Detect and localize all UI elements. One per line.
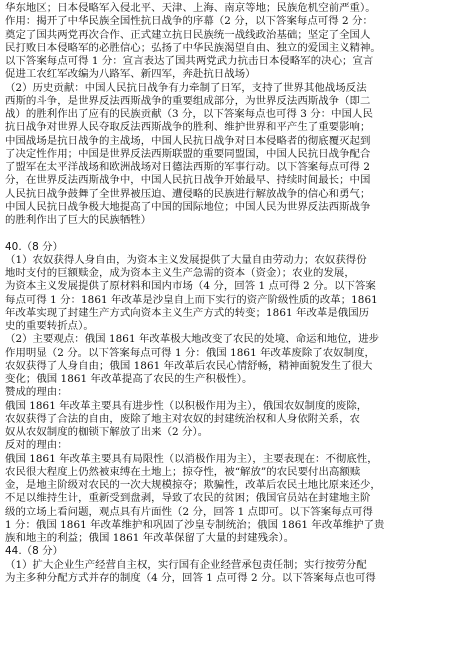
text-line: 奠定了国共两党再次合作、正式建立抗日民族统一战线政治基础；坚定了全国人 [5,28,371,41]
text-line: 俄国 1861 年改革主要具有进步性（以积极作用为主），俄国农奴制度的废除， [5,399,368,412]
text-line: 农奴获得了合法的自由，废除了地主对农奴的封建统治权和人身依附关系，农 [5,412,360,425]
text-line: 俄国 1861 年改革主要具有局限性（以消极作用为主），主要表现在：不彻底性， [5,452,378,465]
text-line: 促进工农红军改编为八路军、新四军，奔赴抗日战场） [5,68,256,81]
text-line: 史的重要转折点）。 [5,320,94,332]
text-line: 以下答案每点可得 1 分：宣言表达了国共两党武力抗击日本侵略军的决心；宣言 [5,55,374,67]
text-line: 级的立场上看问题，观点具有片面性（2 分，回答 1 点即可。以下答案每点可得 [5,505,373,518]
text-line: 民打败日本侵略军的必胜信心；弘扬了中华民族渴望自由、独立的爱国主义精神。 [5,41,381,54]
text-line: 作用明显（2 分。以下答案每点可得 1 分：俄国 1861 年改革废除了农奴制度， [5,346,375,359]
text-line: （2）历史贡献：中国人民抗日战争有力牵制了日军，支持了世界其他战场反法 [5,81,367,94]
text-line: 了决定性作用；中国是世界反法西斯联盟的重要同盟国，中国人民抗日战争配合 [5,147,371,160]
text-line: （1）农奴获得人身自由，为资本主义发展提供了大量自由劳动力；农奴获得份 [5,253,367,266]
question-heading: 44.（8 分） [5,545,64,558]
text-line: 农民很大程度上仍然被束缚在土地上；掠夺性，被“解放”的农民要付出高额赎 [5,465,361,478]
text-line: 为主多种分配方式并存的制度（4 分，回答 1 点可得 2 分。以下答案每点也可得 [5,571,376,584]
text-line: 不足以维持生计，重新受到盘剥，导致了农民的贫困；俄国官员站在封建地主阶 [5,492,371,505]
text-line: 华东地区；日本侵略军入侵北平、天津、上海、南京等地；民族危机空前严重）。 [5,2,376,14]
text-line: （1）扩大企业生产经营自主权，实行国有企业经营承包责任制；实行按劳分配 [5,558,367,571]
text-line: 地时支付的巨额赎金，成为资本主义生产急需的资本（资金）；农业的发展， [5,267,355,279]
text-line: 分，在世界反法西斯战争中，中国人民抗日战争开始最早、持续时间最长；中国 [5,174,371,187]
text-line: 作用：揭开了中华民族全国性抗日战争的序幕（2 分，以下答案每点可得 2 分： [5,15,373,28]
text-line: 中国战场是抗日战争的主战场，中国人民抗日战争对日本侵略者的彻底覆灭起到 [5,134,371,147]
text-line: 每点可得 1 分：1861 年改革是沙皇自上而下实行的资产阶级性质的改革；1861 [5,293,378,306]
text-line: 抗日战争对世界人民夺取反法西斯战争的胜利、维护世界和平产生了重要影响； [5,121,371,134]
text-line: 金，是地主阶级对农民的一次大规模掠夺；欺骗性，改革后农民土地比原来还少， [5,479,381,491]
text-line: 1 分：俄国 1861 年改革维护和巩固了沙皇专制统治；俄国 1861 年改革维护了贵 [5,518,385,531]
text-line: 战）的胜利作出了应有的民族贡献（3 分，以下答案每点也可得 3 分：中国人民 [5,108,373,120]
blank-line [5,227,454,240]
question-heading: 40.（8 分） [5,240,64,253]
text-line: 为资本主义发展提供了原材料和国内市场（4 分，回答 1 点可得 2 分。以下答案 [5,280,376,293]
text-line: 人民抗日战争鼓舞了全世界被压迫、遭侵略的民族进行解放战争的信心和勇气； [5,187,371,200]
text-line: （2）主要观点：俄国 1861 年改革极大地改变了农民的处境、命运和地位，进步 [5,333,380,346]
text-line: 奴从农奴制度的枷锁下解放了出来（2 分）。 [5,426,209,438]
text-line: 农奴获得了人身自由；俄国 1861 年改革后农民心情舒畅，精神面貌发生了很大 [5,359,373,372]
text-line: 年改革实现了封建生产方式向资本主义生产方式的转变；1861 年改革是俄国历 [5,306,370,319]
text-line: 族和地主的利益；俄国 1861 年改革保留了大量的封建残余）。 [5,532,295,544]
text-line: 西斯的斗争，是世界反法西斯战争的重要组成部分，为世界反法西斯战争（即二 [5,94,371,107]
text-line: 了盟军在太平洋战场和欧洲战场对日德法西斯的军事行动。以下答案每点可得 2 [5,161,370,173]
text-line: 赞成的理由： [5,386,68,399]
text-line: 反对的理由： [5,439,68,452]
text-line: 中国人民抗日战争极大地提高了中国的国际地位；中国人民为世界反法西斯战争 [5,200,371,213]
text-line: 的胜利作出了巨大的民族牺牲） [5,214,152,226]
text-line: 变化；俄国 1861 年改革提高了农民的生产积极性）。 [5,373,253,385]
